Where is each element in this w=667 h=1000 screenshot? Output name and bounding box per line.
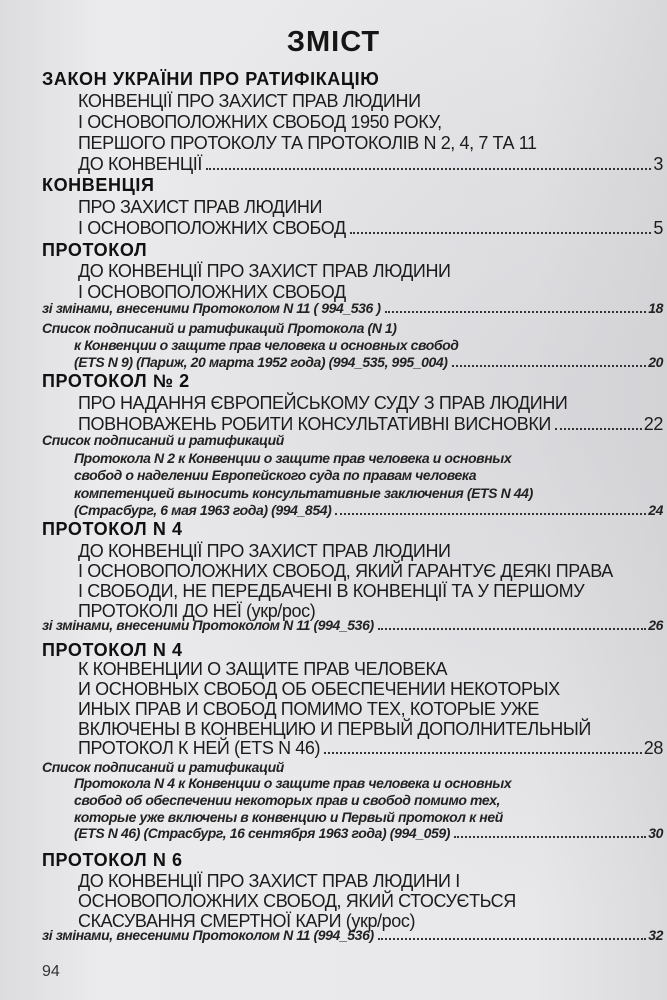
entry-text: Протокола N 2 к Конвенции о защите прав человека и основных xyxy=(74,450,512,466)
toc-entry-link[interactable] xyxy=(78,154,663,175)
dot-leader xyxy=(378,628,647,630)
section-heading-text: ПРОТОКОЛ N 4 xyxy=(42,519,183,539)
entry-text: которые уже включены в конвенцию и Первый протокол к ней xyxy=(74,809,503,825)
toc-entry-line xyxy=(74,809,503,825)
section-heading-text: ПРОТОКОЛ N 4 xyxy=(42,640,183,660)
entry-text: (Страсбург, 6 мая 1963 года) (994_854) xyxy=(74,502,332,518)
toc-entry-line xyxy=(74,467,476,483)
toc-entry-line xyxy=(78,91,421,112)
entry-text: Список подписаний и ратификаций xyxy=(42,759,284,775)
entry-text: И ОСНОВНЫХ СВОБОД ОБ ОБЕСПЕЧЕНИИ НЕКОТОРЫХ xyxy=(78,679,560,699)
entry-text: ВКЛЮЧЕНЫ В КОНВЕНЦИЮ И ПЕРВЫЙ ДОПОЛНИТЕЛЬНЫЙ xyxy=(78,719,591,739)
toc-entry-line xyxy=(74,337,459,353)
toc-entry-line xyxy=(78,561,613,582)
entry-text: зі змінами, внесеними Протоколом N 11 (994_536) xyxy=(42,617,374,633)
entry-text: ПРОТОКОЛІ ДО НЕЇ (укр/рос) xyxy=(78,601,316,621)
entry-text: свобод о наделении Европейского суда по правам человека xyxy=(74,467,477,483)
entry-text: Протокола N 4 к Конвенции о защите прав человека и основных xyxy=(74,775,512,791)
toc-entry-line xyxy=(42,432,284,448)
toc-entry-line xyxy=(78,541,451,562)
toc-entry-line xyxy=(78,133,537,154)
entry-text: І ОСНОВОПОЛОЖНИХ СВОБОД xyxy=(78,282,346,302)
entry-text: Список подписаний и ратификаций xyxy=(42,432,284,448)
entry-text: ДО КОНВЕНЦІЇ ПРО ЗАХИСТ ПРАВ ЛЮДИНИ xyxy=(78,261,451,281)
section-heading xyxy=(42,175,154,196)
toc-entry-link[interactable] xyxy=(42,300,663,316)
page-ref: 22 xyxy=(643,414,663,434)
entry-text: ИНЫХ ПРАВ И СВОБОД ПОМИМО ТЕХ, КОТОРЫЕ УЖЕ xyxy=(78,699,539,719)
section-heading xyxy=(42,640,183,661)
entry-text: ПЕРШОГО ПРОТОКОЛУ ТА ПРОТОКОЛІВ N 2, 4, 7 ТА 11 xyxy=(78,133,537,153)
toc-entry-link[interactable] xyxy=(42,927,663,943)
toc-entry-line xyxy=(74,450,511,466)
entry-text: К КОНВЕНЦИИ О ЗАЩИТЕ ПРАВ ЧЕЛОВЕКА xyxy=(78,659,448,679)
toc-entry-line xyxy=(74,485,533,501)
page-ref: 30 xyxy=(648,825,663,841)
entry-text: СКАСУВАННЯ СМЕРТНОЇ КАРИ (укр/рос) xyxy=(78,911,416,931)
toc-entry-link[interactable] xyxy=(74,502,663,518)
toc-entry-line xyxy=(78,871,460,892)
dot-leader xyxy=(335,513,646,515)
page-ref: 5 xyxy=(653,218,663,238)
entry-text: І ОСНОВОПОЛОЖНИХ СВОБОД, ЯКИЙ ГАРАНТУЄ ДЕЯКІ ПРАВА xyxy=(78,561,613,581)
toc-entry-line xyxy=(78,659,447,680)
dot-leader xyxy=(555,428,642,430)
page-ref: 20 xyxy=(648,354,663,370)
entry-text: (ETS N 9) (Париж, 20 марта 1952 года) (994_535, 995_004) xyxy=(74,354,448,370)
toc-entry-line xyxy=(78,719,591,740)
dot-leader xyxy=(324,752,642,754)
entry-text: І ОСНОВОПОЛОЖНИХ СВОБОД xyxy=(78,218,346,238)
entry-text: ДО КОНВЕНЦІЇ ПРО ЗАХИСТ ПРАВ ЛЮДИНИ І xyxy=(78,871,460,891)
toc-entry-link[interactable] xyxy=(78,738,663,759)
toc-entry-link[interactable] xyxy=(74,354,663,370)
dot-leader xyxy=(206,168,651,170)
toc-entry-line xyxy=(78,393,567,414)
entry-text: зі змінами, внесеними Протоколом N 11 ( 994_536 ) xyxy=(42,300,381,316)
dot-leader xyxy=(454,836,646,838)
dot-leader xyxy=(452,365,647,367)
page-ref: 18 xyxy=(648,300,663,316)
toc-entry-line xyxy=(78,699,539,720)
dot-leader xyxy=(350,232,652,234)
toc-entry-line xyxy=(78,581,584,602)
entry-text: к Конвенции о защите прав человека и основных свобод xyxy=(74,337,459,353)
entry-text: ПОВНОВАЖЕНЬ РОБИТИ КОНСУЛЬТАТИВНІ ВИСНОВКИ xyxy=(78,414,551,434)
toc-entry-line xyxy=(42,320,397,336)
entry-text: компетенцией выносить консультативные заключения (ETS N 44) xyxy=(74,485,533,501)
page-ref: 3 xyxy=(653,154,663,174)
entry-text: ПРО ЗАХИСТ ПРАВ ЛЮДИНИ xyxy=(78,197,322,217)
entry-text: (ETS N 46) (Страсбург, 16 сентября 1963 года) (994_059) xyxy=(74,825,451,841)
page-ref: 24 xyxy=(648,502,663,518)
toc-entry-line xyxy=(78,197,322,218)
page-title xyxy=(0,26,667,59)
page-ref: 28 xyxy=(643,738,663,758)
entry-text: свобод об обеспечении некоторых прав и свобод помимо тех, xyxy=(74,792,500,808)
page-ref: 32 xyxy=(648,927,663,943)
entry-text: зі змінами, внесеними Протоколом N 11 (994_536) xyxy=(42,927,374,943)
page-number: 94 xyxy=(42,963,60,980)
toc-entry-link[interactable] xyxy=(78,218,663,239)
section-heading xyxy=(42,519,183,540)
entry-text: ДО КОНВЕНЦІЇ xyxy=(78,154,203,174)
toc-entry-line xyxy=(78,891,516,912)
entry-text: ДО КОНВЕНЦІЇ ПРО ЗАХИСТ ПРАВ ЛЮДИНИ xyxy=(78,541,451,561)
section-heading-text: ПРОТОКОЛ xyxy=(42,240,148,260)
entry-text: І СВОБОДИ, НЕ ПЕРЕДБАЧЕНІ В КОНВЕНЦІЇ ТА У ПЕРШОМУ xyxy=(78,581,585,601)
toc-entry-link[interactable] xyxy=(42,617,663,633)
section-heading-text: ЗАКОН УКРАЇНИ ПРО РАТИФІКАЦІЮ xyxy=(42,69,380,89)
toc-entry-line xyxy=(42,759,284,775)
dot-leader xyxy=(385,311,647,313)
section-heading-text: ПРОТОКОЛ N 6 xyxy=(42,850,183,870)
toc-entry-line xyxy=(74,792,500,808)
dot-leader xyxy=(378,938,647,940)
toc-entry-line xyxy=(78,679,560,700)
page-ref: 26 xyxy=(648,617,663,633)
section-heading xyxy=(42,69,379,90)
section-heading xyxy=(42,371,190,392)
section-heading-text: КОНВЕНЦІЯ xyxy=(42,175,155,195)
title-text: ЗМІСТ xyxy=(286,26,381,58)
entry-text: Список подписаний и ратификаций Протокола (N 1) xyxy=(42,320,397,336)
toc-entry-line xyxy=(74,775,511,791)
toc-entry-line xyxy=(78,112,442,133)
toc-entry-line xyxy=(78,261,451,282)
entry-text: І ОСНОВОПОЛОЖНИХ СВОБОД 1950 РОКУ, xyxy=(78,112,442,132)
entry-text: КОНВЕНЦІЇ ПРО ЗАХИСТ ПРАВ ЛЮДИНИ xyxy=(78,91,421,111)
section-heading xyxy=(42,850,183,871)
entry-text: ПРО НАДАННЯ ЄВРОПЕЙСЬКОМУ СУДУ З ПРАВ ЛЮДИНИ xyxy=(78,393,568,413)
section-heading xyxy=(42,240,147,261)
entry-text: ПРОТОКОЛ К НЕЙ (ETS N 46) xyxy=(78,738,321,758)
section-heading-text: ПРОТОКОЛ № 2 xyxy=(42,371,190,391)
toc-entry-link[interactable] xyxy=(74,825,663,841)
entry-text: ОСНОВОПОЛОЖНИХ СВОБОД, ЯКИЙ СТОСУЄТЬСЯ xyxy=(78,891,516,911)
